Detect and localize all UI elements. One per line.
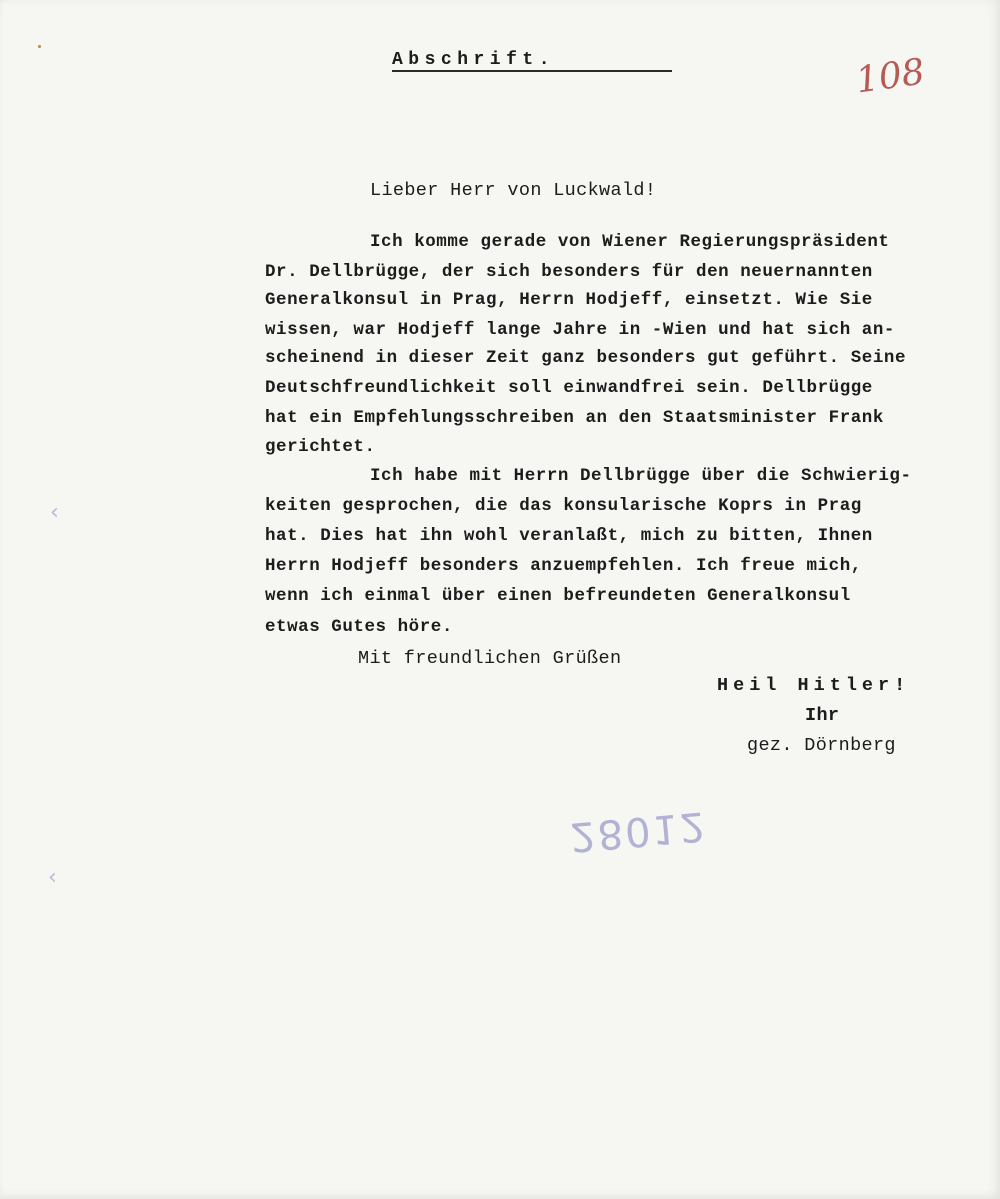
- paragraph1-line: Generalkonsul in Prag, Herrn Hodjeff, einsetzt. Wie Sie: [265, 290, 873, 310]
- margin-mark: ‹: [50, 500, 59, 525]
- signoff-line: Ihr: [805, 705, 840, 726]
- folio-number: 108: [853, 51, 928, 102]
- margin-mark: ‹: [48, 865, 57, 890]
- paragraph2-line: etwas Gutes höre.: [265, 617, 453, 637]
- paragraph2-line: keiten gesprochen, die das konsularische Koprs in Prag: [265, 496, 862, 516]
- salutation: Lieber Herr von Luckwald!: [370, 180, 657, 201]
- paragraph1-line: wissen, war Hodjeff lange Jahre in -Wien und hat sich an-: [265, 320, 895, 340]
- archive-stamp: 28012: [568, 802, 709, 860]
- paragraph1-line: gerichtet.: [265, 437, 376, 457]
- paragraph1-line: Deutschfreundlichkeit soll einwandfrei sein. Dellbrügge: [265, 378, 873, 398]
- paragraph2-line: wenn ich einmal über einen befreundeten Generalkonsul: [265, 586, 851, 606]
- greeting-line: Heil Hitler!: [717, 675, 911, 696]
- paragraph2-line: Ich habe mit Herrn Dellbrügge über die Schwierig-: [370, 466, 912, 486]
- closing-line: Mit freundlichen Grüßen: [358, 648, 622, 669]
- paragraph1-line: hat ein Empfehlungsschreiben an den Staatsminister Frank: [265, 408, 884, 428]
- paragraph1-line: Ich komme gerade von Wiener Regierungspräsident: [370, 232, 890, 252]
- signature-line: gez. Dörnberg: [747, 735, 896, 756]
- paragraph1-line: Dr. Dellbrügge, der sich besonders für den neuernannten: [265, 262, 873, 282]
- paragraph2-line: hat. Dies hat ihn wohl veranlaßt, mich zu bitten, Ihnen: [265, 526, 873, 546]
- paragraph2-line: Herrn Hodjeff besonders anzuempfehlen. Ich freue mich,: [265, 556, 862, 576]
- paragraph1-line: scheinend in dieser Zeit ganz besonders gut geführt. Seine: [265, 348, 906, 368]
- document-heading: Abschrift.: [392, 50, 556, 70]
- paper-speck: [38, 45, 41, 48]
- heading-underline: [392, 70, 672, 72]
